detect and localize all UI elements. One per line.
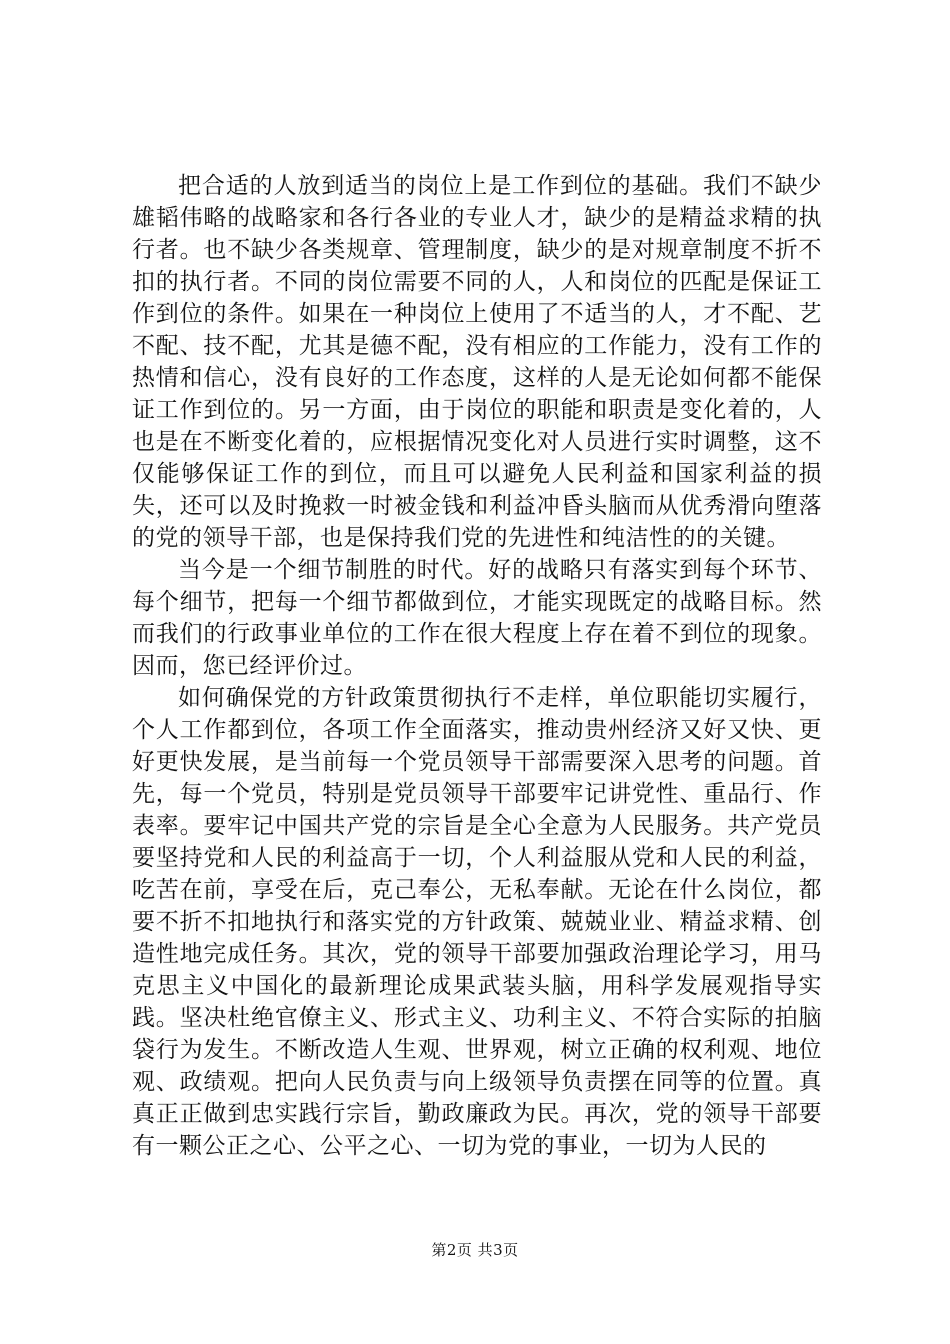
paragraph-1: 把合适的人放到适当的岗位上是工作到位的基础。我们不缺少雄韬伟略的战略家和各行各业的专业人才，缺少的是精益求精的执行者。也不缺少各类规章、管理制度，缺少的是对规章制度不折不扣的执行者。不同的岗位需要不同的人，人和岗位的匹配是保证工作到位的条件。如果在一种岗位上使用了不适当的人，才不配、艺不配、技不配，尤其是德不配，没有相应的工作能力，没有工作的热情和信心，没有良好的工作态度，这样的人是无论如何都不能保证工作到位的。另一方面，由于岗位的职能和职责是变化着的，人也是在不断变化着的，应根据情况变化对人员进行实时调整，这不仅能够保证工作的到位，而且可以避免人民利益和国家利益的损失，还可以及时挽救一时被金钱和利益冲昏头脑而从优秀滑向堕落的党的领导干部，也是保持我们党的先进性和纯洁性的的关键。 (132, 173, 822, 551)
page-number-footer: 第2页 共3页 (431, 1241, 519, 1259)
document-body (132, 170, 822, 1162)
paragraph-2: 当今是一个细节制胜的时代。好的战略只有落实到每个环节、每个细节，把每一个细节都做到位，才能实现既定的战略目标。然而我们的行政事业单位的工作在很大程度上存在着不到位的现象。因而，您已经评价过。 (132, 557, 822, 679)
paragraph-3: 如何确保党的方针政策贯彻执行不走样，单位职能切实履行，个人工作都到位，各项工作全面落实，推动贵州经济又好又快、更好更快发展，是当前每一个党员领导干部需要深入思考的问题。首先，每一个党员，特别是党员领导干部要牢记讲党性、重品行、作表率。要牢记中国共产党的宗旨是全心全意为人民服务。共产党员要坚持党和人民的利益高于一切，个人利益服从党和人民的利益，吃苦在前，享受在后，克己奉公，无私奉献。无论在什么岗位，都要不折不扣地执行和落实党的方针政策、兢兢业业、精益求精、创造性地完成任务。其次，党的领导干部要加强政治理论学习，用马克思主义中国化的最新理论成果武装头脑，用科学发展观指导实践。坚决杜绝官僚主义、形式主义、功利主义、不符合实际的拍脑袋行为发生。不断改造人生观、世界观，树立正确的权利观、地位观、政绩观。把向人民负责与向上级领导负责摆在同等的位置。真真正正做到忠实践行宗旨，勤政廉政为民。再次，党的领导干部要有一颗公正之心、公平之心、一切为党的事业，一切为人民的 (132, 685, 822, 1159)
